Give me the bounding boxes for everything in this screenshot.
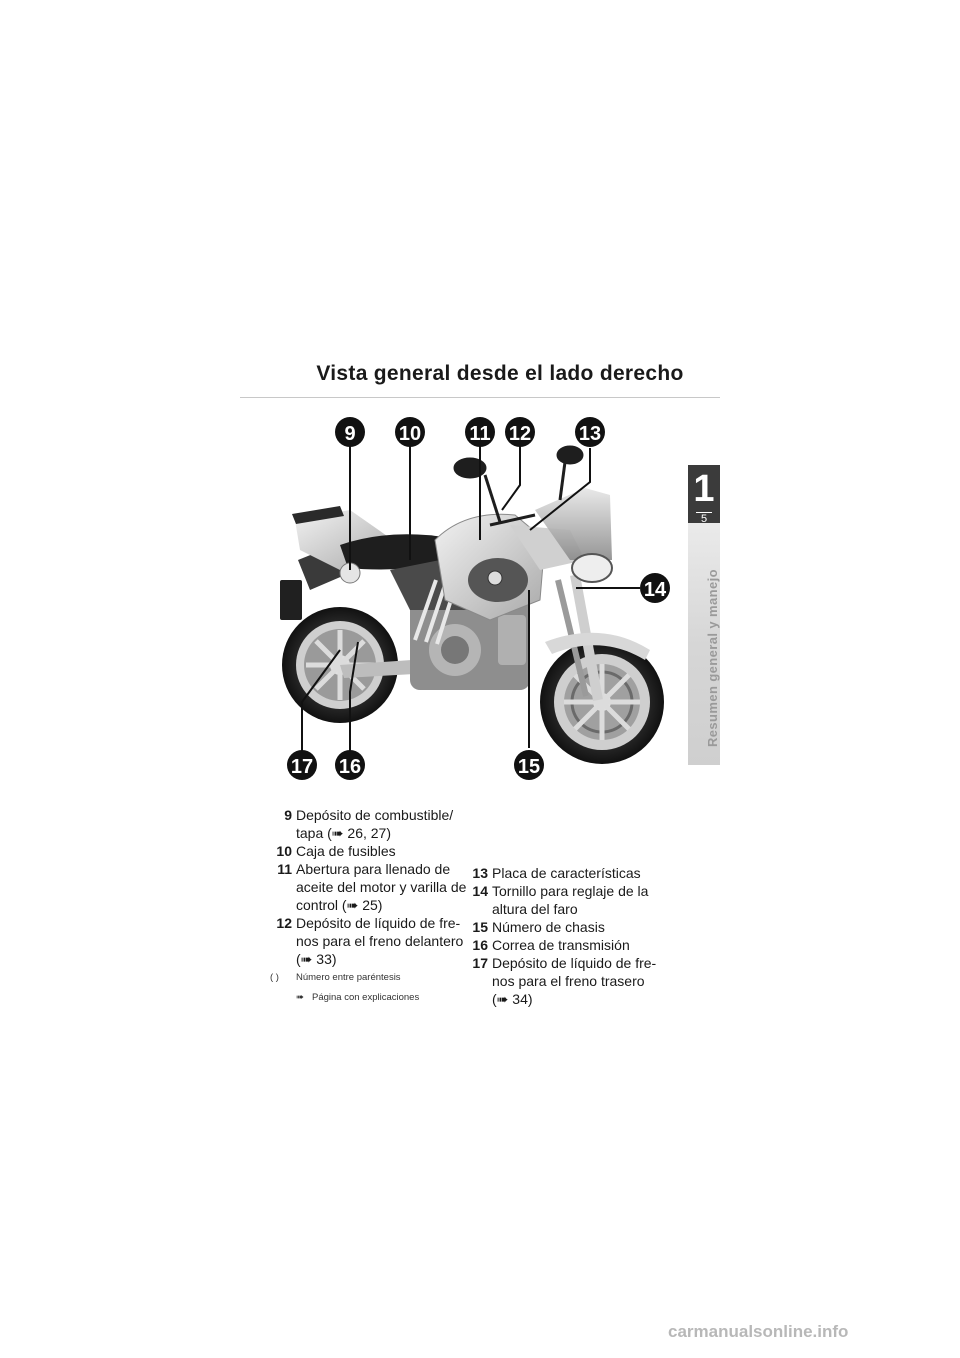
legend-item-14: [466, 882, 666, 918]
legend-text: Depósito de líquido de fre-: [492, 955, 657, 971]
callout-10: [395, 417, 425, 447]
legend-text: Tornillo para reglaje de la: [492, 883, 649, 899]
legend-number: 14: [472, 883, 488, 899]
callout-12: [505, 417, 535, 447]
legend-number: 17: [472, 955, 488, 971]
footnote-arrow-text: Página con explicaciones: [312, 992, 420, 1003]
legend-item-12: [270, 914, 470, 968]
footnote-arrow-row: [270, 988, 419, 1008]
legend-left: [270, 806, 470, 968]
arrow-icon: ➠: [296, 992, 304, 1003]
legend-number: 11: [277, 861, 292, 877]
legend-item-10: [270, 842, 470, 860]
footnote-paren-row: [270, 968, 419, 988]
legend-item-17: [466, 954, 666, 1008]
page-title: Vista general desde el lado derecho: [316, 362, 684, 385]
callout-13-label: 13: [578, 423, 602, 445]
legend-text: Correa de transmisión: [492, 937, 630, 953]
callout-15: [514, 750, 544, 780]
callout-12-label: 12: [508, 423, 532, 445]
page-number: 5: [700, 513, 708, 525]
callout-14: [640, 573, 670, 603]
callout-17: [287, 750, 317, 780]
legend-text: Depósito de líquido de fre-: [296, 915, 461, 931]
callout-16-label: 16: [338, 756, 362, 778]
legend-item-16: [466, 936, 666, 954]
legend-number: 15: [472, 919, 488, 935]
legend-text: nos para el freno delantero: [296, 933, 464, 949]
legend-text: aceite del motor y varilla de: [296, 879, 467, 895]
headlight: [572, 554, 612, 582]
callout-15-label: 15: [517, 756, 541, 778]
legend-number: 9: [284, 807, 292, 823]
legend-text: Abertura para llenado de: [296, 861, 451, 877]
legend-item-9: [270, 806, 470, 842]
brand-badge: [488, 571, 502, 585]
motorcycle-figure: [240, 410, 680, 790]
legend-right: [466, 864, 666, 1008]
legend-text: Número de chasis: [492, 919, 605, 935]
legend-item-13: [466, 864, 666, 882]
callout-10-label: 10: [398, 423, 422, 445]
parentheses-symbol: ( ): [270, 972, 279, 983]
callout-14-label: 14: [643, 579, 667, 601]
callout-13: [575, 417, 605, 447]
license-plate-holder: [280, 580, 302, 620]
legend-text: altura del faro: [492, 901, 578, 917]
legend-text: nos para el freno trasero: [492, 973, 645, 989]
title-divider: [240, 397, 720, 398]
callout-9: [335, 417, 365, 447]
legend-number: 12: [276, 915, 292, 931]
chapter-tab-header: [688, 465, 720, 523]
legend-text: tapa (➠ 26, 27): [296, 825, 392, 841]
legend-text: Caja de fusibles: [296, 843, 396, 859]
footnote: [270, 968, 419, 1008]
chapter-label: Resumen general y manejo: [705, 569, 720, 747]
callout-16: [335, 750, 365, 780]
legend-text: control (➠ 25): [296, 897, 383, 913]
legend-number: 16: [472, 937, 488, 953]
legend-number: 13: [472, 865, 488, 881]
chapter-tab: [688, 465, 720, 765]
callout-11: [465, 417, 495, 447]
legend-text: (➠ 34): [492, 991, 533, 1007]
legend-text: Placa de características: [492, 865, 641, 881]
legend-item-11: [270, 860, 470, 914]
callout-9-label: 9: [344, 423, 356, 445]
legend-item-15: [466, 918, 666, 936]
engine: [410, 600, 530, 690]
footnote-paren-text: Número entre paréntesis: [296, 972, 401, 983]
legend-text: (➠ 33): [296, 951, 337, 967]
callout-17-label: 17: [290, 756, 314, 778]
chapter-number: 1: [693, 468, 715, 510]
watermark: carmanualsonline.info: [668, 1322, 849, 1341]
legend-number: 10: [276, 843, 292, 859]
callout-11-label: 11: [469, 423, 491, 445]
legend-text: Depósito de combustible/: [296, 807, 454, 823]
